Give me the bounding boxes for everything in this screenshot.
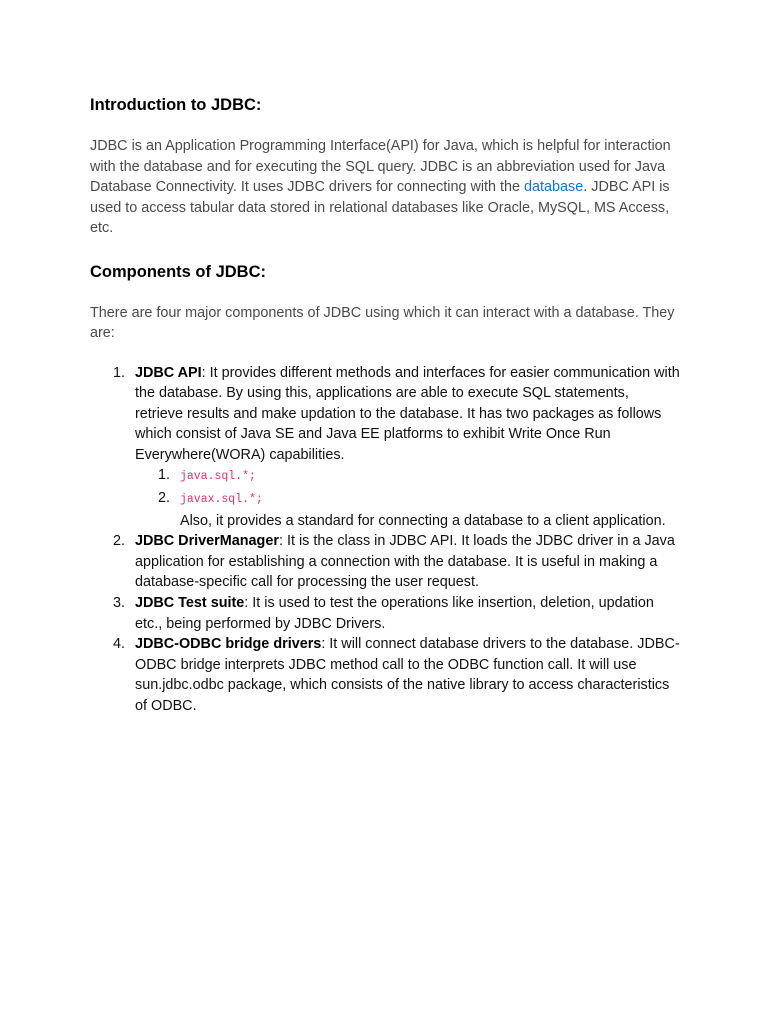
list-item-test-suite (135, 593, 680, 634)
intro-heading: Introduction to JDBC: (90, 96, 262, 114)
document-page (90, 92, 680, 717)
intro-text-after-link: . JDBC API is used to access tabular data stored in relational databases like Oracle, MySQL, MS Access, etc. (90, 179, 670, 236)
list-item-term: JDBC Test suite (135, 595, 245, 612)
package-name: java.sql.*; (180, 470, 256, 484)
list-item-drivermanager (135, 531, 680, 593)
list-item-description: : It is the class in JDBC API. It loads the JDBC driver in a Java application for establishing a connection with the database. It is useful in making a database-specific call for processing the user request. (135, 533, 675, 591)
list-item-description: : It provides different methods and interfaces for easier communication with the database. By using this, applications are able to execute SQL statements, retrieve results and make updation to the database. It has two packages as follows which consist of Java SE and Java EE platforms to exhibit Write Once Run Everywhere(WORA) capabilities. (135, 364, 680, 463)
list-item-description: : It is used to test the operations like insertion, deletion, updation etc., being performed by JDBC Drivers. (135, 595, 654, 632)
api-note: Also, it provides a standard for connecting a database to a client application. (180, 512, 666, 529)
list-item-term: JDBC-ODBC bridge drivers (135, 636, 322, 653)
components-intro-paragraph: There are four major components of JDBC using which it can interact with a database. They are: (90, 304, 675, 341)
list-item-description: : It will connect database drivers to the database. JDBC-ODBC bridge interprets JDBC method call to the ODBC function call. It will use sun.jdbc.odbc package, which consists of the native library to access characteristics of ODBC. (135, 636, 680, 714)
database-link[interactable]: database (524, 179, 584, 195)
package-name: javax.sql.*; (180, 493, 263, 507)
list-item-odbc-bridge (135, 634, 680, 716)
list-item-term: JDBC API (135, 364, 202, 381)
packages-list (135, 465, 680, 510)
components-heading: Components of JDBC: (90, 262, 266, 281)
package-item (180, 465, 680, 488)
package-item (180, 488, 680, 511)
list-item-jdbc-api (135, 363, 680, 532)
intro-paragraph (90, 136, 680, 239)
list-item-term: JDBC DriverManager (135, 533, 279, 550)
components-list (90, 363, 680, 717)
intro-text-before-link: JDBC is an Application Programming Interface(API) for Java, which is helpful for interaction with the database and for executing the SQL query. JDBC is an abbreviation used for Java Database Connectivity. It uses JDBC drivers for connecting with the (90, 138, 671, 195)
